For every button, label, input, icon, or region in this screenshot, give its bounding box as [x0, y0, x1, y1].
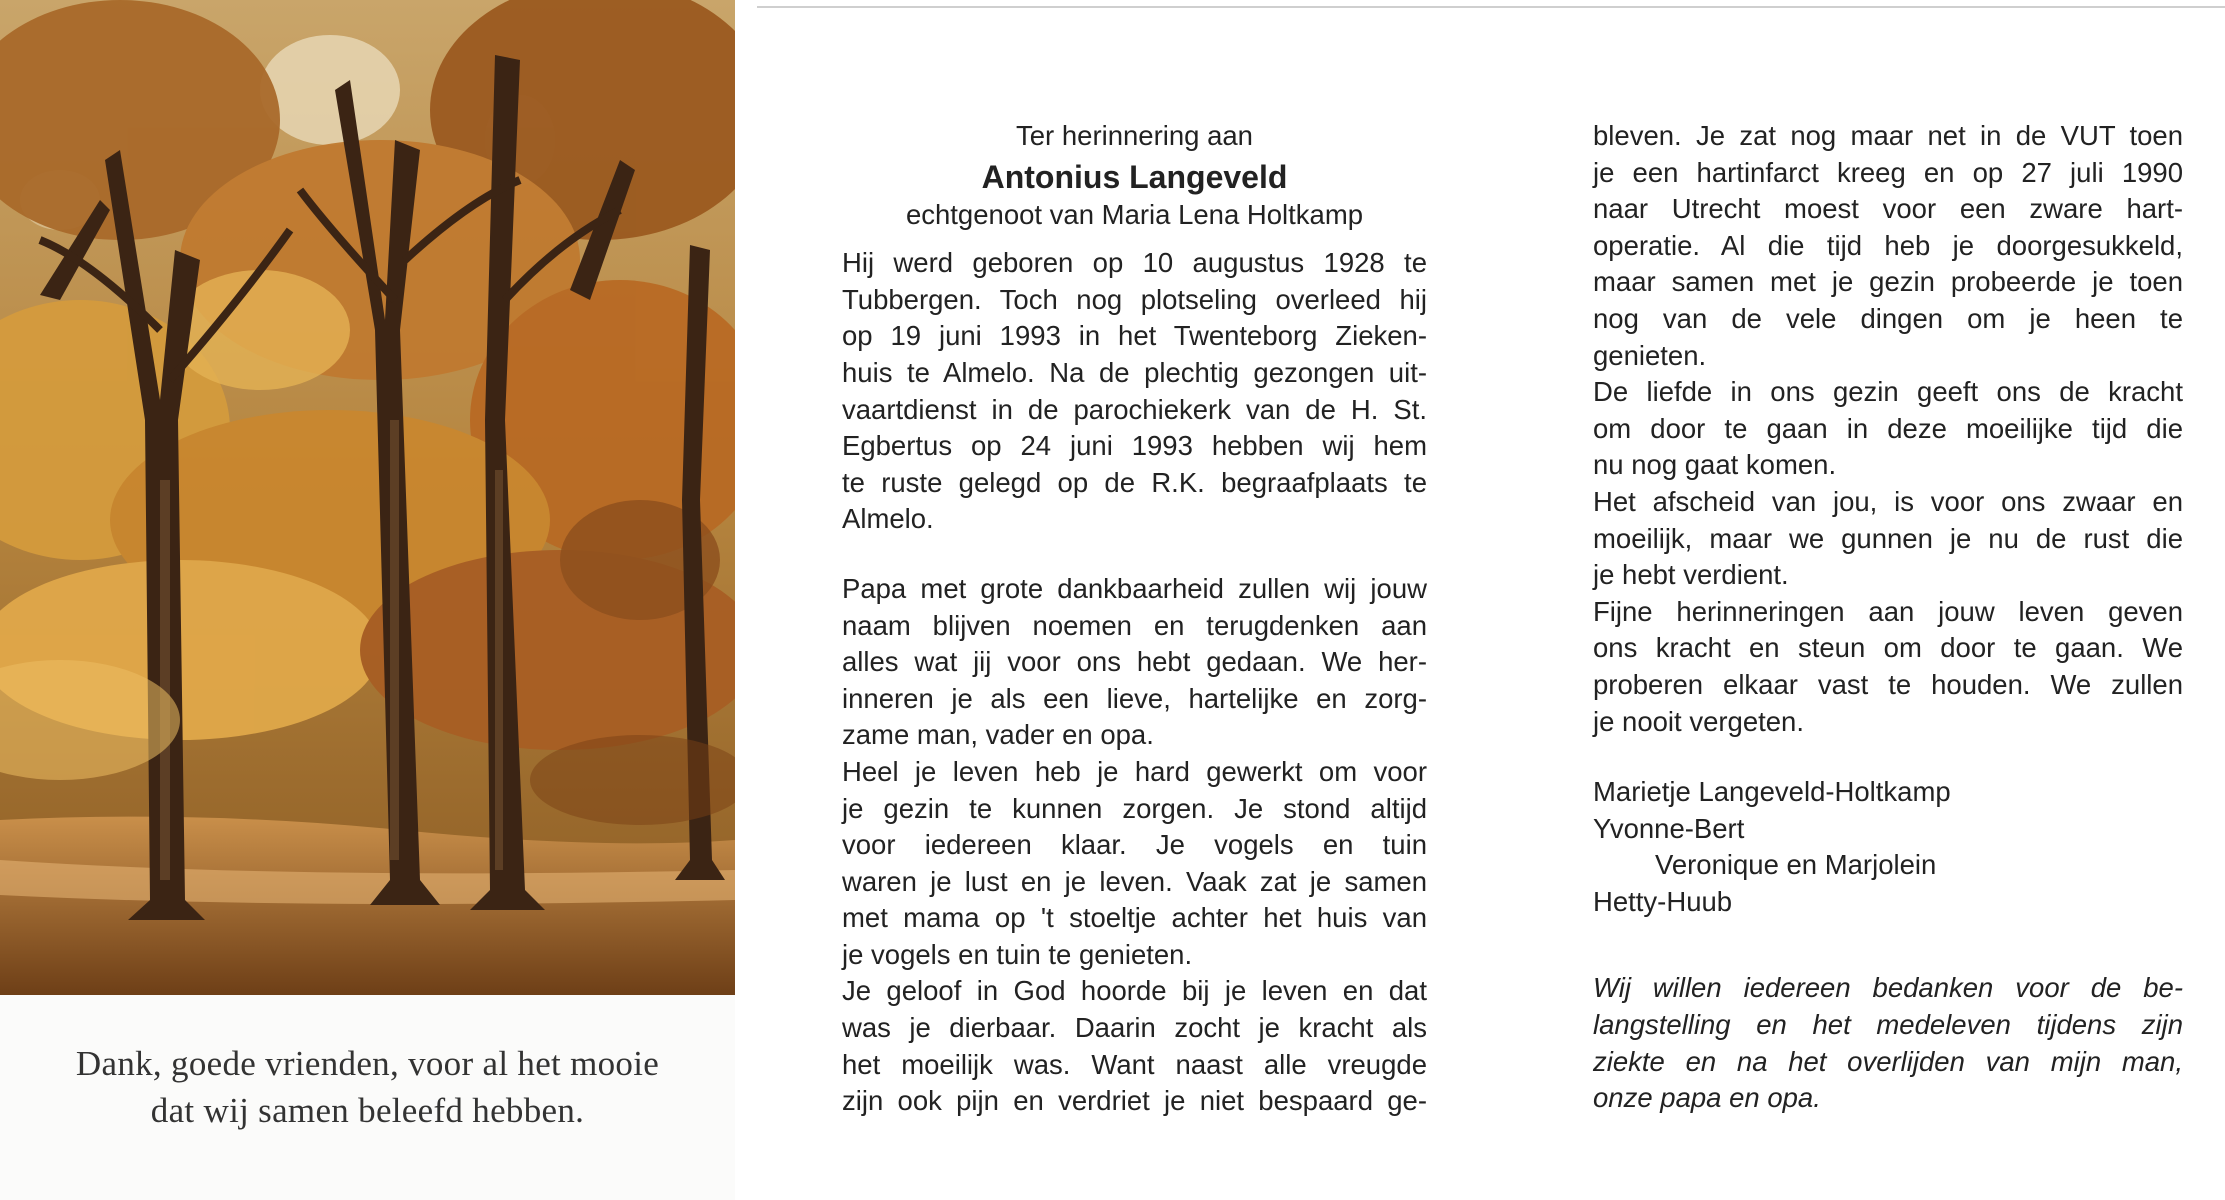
text-line: zijn ook pijn en verdriet je niet bespaard ge- — [842, 1085, 1427, 1117]
text-line: alles wat jij voor ons hebt gedaan. We her- — [842, 646, 1427, 678]
tribute-paragraph — [1593, 118, 2183, 374]
tribute-paragraph — [842, 754, 1427, 974]
paragraph-gap — [842, 538, 1427, 571]
autumn-forest-illustration — [0, 0, 735, 995]
caption-line: Dank, goede vrienden, voor al het mooie — [75, 1044, 660, 1083]
family-member: Veronique en Marjolein — [1655, 849, 1937, 881]
text-line: bleven. Je zat nog maar net in de VUT toen — [1593, 120, 2183, 151]
text-line: je gezin te kunnen zorgen. Je stond altijd — [842, 792, 1427, 824]
middle-column — [842, 118, 1427, 1120]
text-line: zame man, vader en opa. — [842, 719, 1154, 751]
thanks-note — [1593, 970, 2183, 1116]
text-line: je een hartinfarct kreeg en op 27 juli 1990 — [1593, 156, 2183, 188]
text-line: Papa met grote dankbaarheid zullen wij jouw — [842, 572, 1427, 604]
text-line: het moeilijk was. Want naast alle vreugde — [842, 1048, 1427, 1080]
text-line: De liefde in ons gezin geeft ons de kracht — [1593, 376, 2183, 408]
deceased-name: Antonius Langeveld — [981, 158, 1288, 195]
top-rule — [757, 6, 2225, 8]
text-line: je nooit vergeten. — [1593, 705, 1804, 737]
text-line: Het afscheid van jou, is voor ons zwaar en — [1593, 485, 2183, 517]
text-line: Almelo. — [842, 503, 934, 535]
family-member: Marietje Langeveld-Holtkamp — [1593, 776, 1951, 808]
memorial-intro: Ter herinnering aan — [1016, 120, 1253, 151]
text-line: inneren je als een lieve, hartelijke en zorg- — [842, 682, 1427, 714]
text-line: ziekte en na het overlijden van mijn man, — [1593, 1045, 2183, 1077]
text-line: langstelling en het medeleven tijdens zijn — [1593, 1009, 2183, 1041]
tribute-paragraph — [1593, 374, 2183, 484]
biography-paragraph — [842, 245, 1427, 538]
caption-line: dat wij samen beleefd hebben. — [150, 1091, 585, 1130]
text-line: op 19 juni 1993 in het Twenteborg Zieken- — [842, 320, 1427, 352]
text-line: nu nog gaat komen. — [1593, 449, 1837, 481]
autumn-forest-photo — [0, 0, 735, 995]
text-line: Hij werd geboren op 10 augustus 1928 te — [842, 247, 1427, 279]
text-line: Tubbergen. Toch nog plotseling overleed hij — [842, 283, 1427, 315]
spouse-line: echtgenoot van Maria Lena Holtkamp — [905, 198, 1364, 230]
text-line: Wij willen iedereen bedanken voor de be- — [1593, 972, 2183, 1004]
family-signatures — [1593, 774, 2183, 920]
text-line: proberen elkaar vast te houden. We zullen — [1593, 668, 2183, 700]
text-line: naar Utrecht moest voor een zware hart- — [1593, 193, 2183, 225]
text-line: was je dierbaar. Daarin zocht je kracht als — [842, 1012, 1427, 1044]
text-line: huis te Almelo. Na de plechtig gezongen uit- — [842, 356, 1427, 388]
right-column — [1593, 118, 2183, 1117]
photo-panel — [0, 0, 735, 1200]
text-line: met mama op 't stoeltje achter het huis van — [842, 902, 1427, 934]
text-line: operatie. Al die tijd heb je doorgesukkeld, — [1593, 229, 2183, 261]
text-line: om door te gaan in deze moeilijke tijd die — [1593, 412, 2183, 444]
family-member: Yvonne-Bert — [1593, 812, 1745, 844]
text-line: ons kracht en steun om door te gaan. We — [1593, 632, 2183, 664]
text-line: je hebt verdient. — [1593, 559, 1789, 591]
text-line: vaartdienst in de parochiekerk van de H. St. — [842, 393, 1427, 425]
text-line: waren je lust en je leven. Vaak zat je samen — [842, 865, 1427, 897]
text-line: onze papa en opa. — [1593, 1082, 1821, 1114]
text-line: genieten. — [1593, 339, 1707, 371]
tribute-paragraph — [842, 571, 1427, 754]
tribute-paragraph — [1593, 594, 2183, 740]
tribute-paragraph — [1593, 484, 2183, 594]
text-line: te ruste gelegd op de R.K. begraafplaats te — [842, 466, 1427, 498]
text-line: Fijne herinneringen aan jouw leven geven — [1593, 595, 2183, 627]
text-line: nog van de vele dingen om je heen te — [1593, 302, 2183, 334]
text-line: voor iedereen klaar. Je vogels en tuin — [842, 829, 1427, 861]
text-line: maar samen met je gezin probeerde je toen — [1593, 266, 2183, 298]
text-line: Je geloof in God hoorde bij je leven en dat — [842, 975, 1427, 1007]
text-line: Egbertus op 24 juni 1993 hebben wij hem — [842, 430, 1427, 462]
text-line: je vogels en tuin te genieten. — [842, 938, 1193, 970]
text-line: moeilijk, maar we gunnen je nu de rust die — [1593, 522, 2183, 554]
text-line: naam blijven noemen en terugdenken aan — [842, 609, 1427, 641]
text-line: Heel je leven heb je hard gewerkt om voor — [842, 755, 1427, 787]
family-member: Hetty-Huub — [1593, 885, 1733, 917]
tribute-paragraph — [842, 973, 1427, 1119]
photo-caption — [0, 1040, 735, 1134]
